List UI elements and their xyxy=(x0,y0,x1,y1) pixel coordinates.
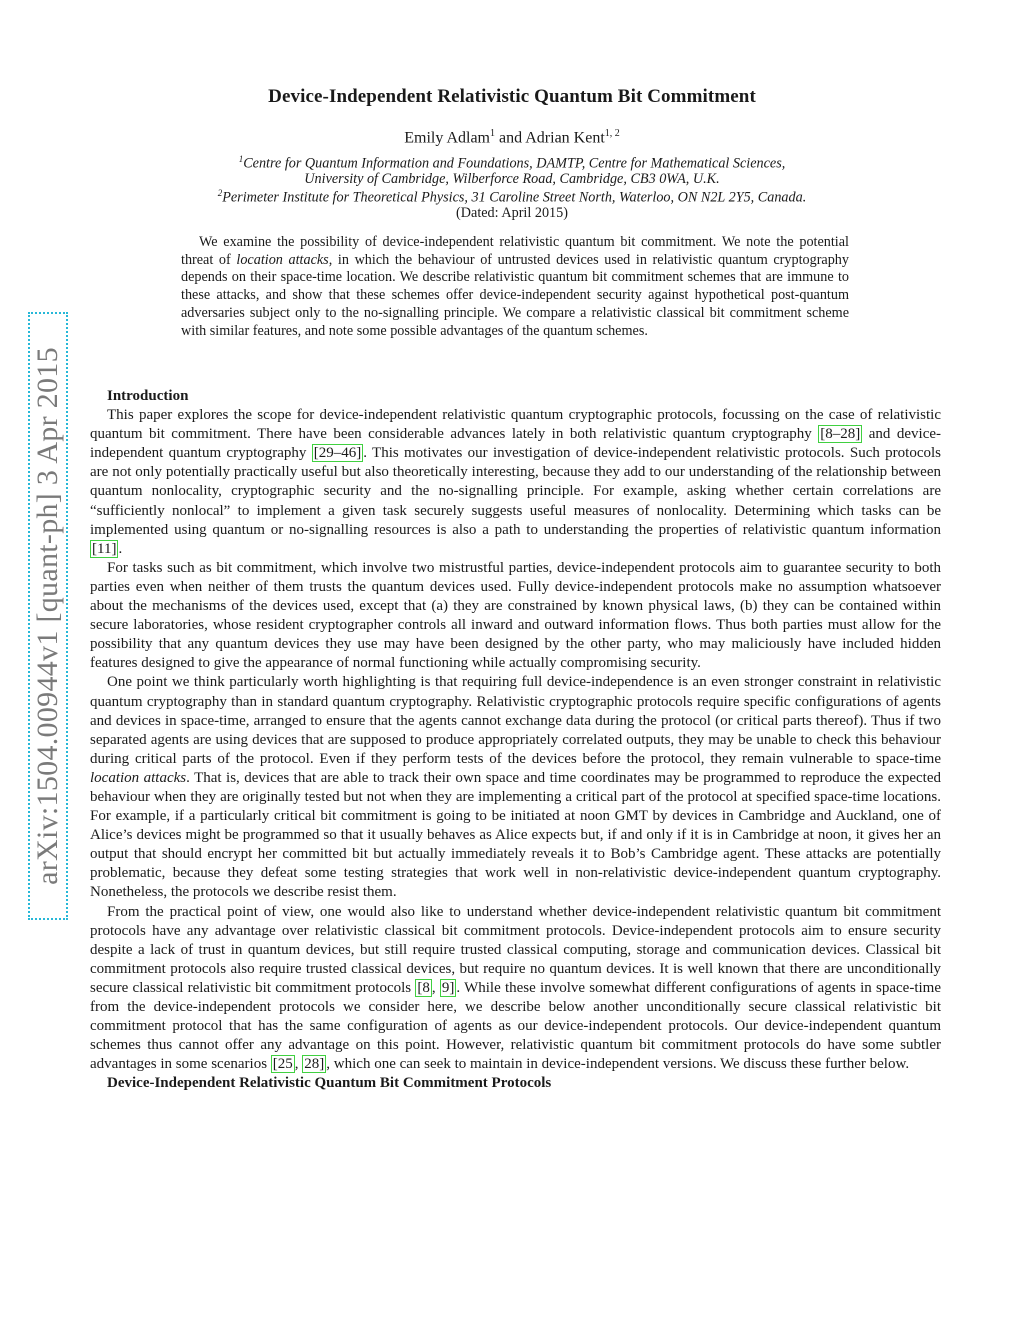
author-conjunction: and xyxy=(499,129,523,147)
date-line: (Dated: April 2015) xyxy=(456,205,568,221)
paragraph-text: . That is, devices that are able to track their own space and time coordinates may be programmed to reproduce the expected behaviour when they are originally tested but not when they are implementing a critical part of the protocol at specified space-time locations. For example, if a particularly critical bit commitment is going to be initiated at noon GMT by devices in Cambridge and Auckland, one of Alice’s devices might be programmed so that it usually behaves as Alice expects but, if and only if it is in Cambridge at noon, it gives her an output that should encrypt her committed bit but actually immediately reveals it to Bob’s Cambridge agent. These attacks are potentially problematic, because they defeat some testing strategies that work well in non-relativistic device-independent quantum cryptography. Nonetheless, the protocols we describe resist them. xyxy=(90,769,941,901)
section-heading-protocols: Device-Independent Relativistic Quantum Bit Commitment Protocols xyxy=(107,1075,552,1092)
author-name: Emily Adlam xyxy=(404,129,490,147)
paragraph-text: This paper explores the scope for device-independent relativistic quantum cryptographic protocols, focussing on the case of relativistic quantum bit commitment. There have been considerable advances lately in both relativistic quantum cryptography xyxy=(90,407,941,443)
affiliation-1 xyxy=(0,154,1024,173)
citation-link[interactable]: 28] xyxy=(304,1056,325,1073)
author-line xyxy=(0,128,1024,147)
citation-link[interactable]: [8–28] xyxy=(820,426,861,443)
paragraph xyxy=(90,673,941,902)
paper-title: Device-Independent Relativistic Quantum Bit Commitment xyxy=(268,86,756,107)
arxiv-identifier: arXiv:1504.00944v1 [quant-ph] 3 Apr 2015 xyxy=(31,347,64,885)
affiliation-2 xyxy=(0,188,1024,207)
abstract-text: We examine the possibility of device-independent relativistic quantum bit commitment. We note the potential threat of xyxy=(181,234,849,268)
paragraph-text: . This motivates our investigation of device-independent relativistic protocols. Such protocols are not only potentially practically useful but also theoretically interesting, because they add to our understanding of the relationship between quantum nonlocality, cryptographic security and the no-signalling principle. For example, asking whether certain correlations are “sufficiently nonlocal” to implement a given task securely suggests useful measures of nonlocality. Determining which tasks can be implemented using quantum or no-signalling resources is also a path to understanding the properties of relativistic quantum information xyxy=(90,445,941,538)
affiliation-1-cont xyxy=(0,171,1024,188)
affiliation-marker: 1 xyxy=(238,154,244,164)
affiliation-text: University of Cambridge, Wilberforce Road, Cambridge, CB3 0WA, U.K. xyxy=(304,171,720,187)
author-name: Adrian Kent xyxy=(525,129,605,147)
affiliation-text: Centre for Quantum Information and Foundations, DAMTP, Centre for Mathematical Sciences, xyxy=(243,155,786,172)
affiliation-marker: 1 xyxy=(490,128,495,139)
citation-link[interactable]: [25 xyxy=(272,1056,293,1073)
abstract-text: , in which the behaviour of untrusted devices used in relativistic quantum cryptography depends on their space-time location. We describe relativistic quantum bit commitment schemes that are immune to these attacks, and show that these schemes offer device-independent security against hypothetical post-quantum adversaries subject only to the no-signalling principle. We compare a relativistic classical bit commitment scheme with similar features, and note some possible advantages of the quantum schemes. xyxy=(181,251,849,339)
paragraph-text: and device-independent quantum cryptography xyxy=(90,426,941,462)
citation-link[interactable]: 9] xyxy=(441,979,455,996)
citation-link[interactable]: [11] xyxy=(92,540,117,557)
affiliation-marker: 2 xyxy=(217,188,223,198)
paragraph xyxy=(90,903,941,1075)
paragraph-text: , which one can seek to maintain in device-independent versions. We discuss these further below. xyxy=(326,1056,910,1073)
paragraph-text: . While these involve somewhat different configurations of agents in space-time from the device-independent protocols we consider here, we describe below another unconditionally secure classical relativistic bit commitment protocol that has the same configuration of agents as our device-independent protocols. Our device-independent quantum schemes thus cannot offer any advantage on this point. However, relativistic quantum bit commitment protocols do have some subtler advantages in some scenarios xyxy=(90,979,941,1073)
emphasis-text: location attacks xyxy=(90,769,187,786)
abstract-emphasis: location attacks xyxy=(236,251,329,268)
section-heading-introduction: Introduction xyxy=(107,388,189,404)
citation-link[interactable]: [29–46] xyxy=(313,445,362,462)
affiliation-marker: 1, 2 xyxy=(604,128,620,139)
paragraph-text: One point we think particularly worth highlighting is that requiring full device-independence is an even stronger constraint in relativistic quantum cryptography than in standard quantum cryptography. Relativistic cryptographic protocols require specific configurations of agents and devices in space-time, arranged to ensure that the agents cannot exchange data during the protocol (or critical parts thereof). Thus if two separated agents are using devices that are supposed to produce appropriately correlated outputs, they may be unable to check this behaviour during critical parts of the protocol. Even if they perform tests of the devices before the protocol, they remain vulnerable to space-time xyxy=(90,674,941,767)
citation-link[interactable]: [8 xyxy=(417,979,430,996)
body-text xyxy=(90,387,941,1093)
paragraph: For tasks such as bit commitment, which involve two mistrustful parties, device-independent protocols aim to guarantee security to both parties even when neither of them trusts the quantum devices used. Fully device-independent protocols make no assumption whatsoever about the mechanisms of the devices used, except that (a) they are constrained by known physical laws, (b) they can be contained within secure laboratories, whose resident cryptographer controls all inward and outward information flows. Thus both parties must allow for the possibility that any quantum devices they use may have been designed by the other party, who may maliciously have included hidden features designed to give the appearance of normal functioning while actually compromising security. xyxy=(90,559,941,672)
affiliation-text: Perimeter Institute for Theoretical Physics, 31 Caroline Street North, Waterloo, ON N2L 2Y5, Canada. xyxy=(222,189,807,206)
citation-separator: , xyxy=(294,1056,303,1073)
arxiv-sidebar-stamp xyxy=(28,312,68,920)
abstract xyxy=(181,234,849,340)
citation-separator: , xyxy=(431,979,440,996)
paragraph-text: . xyxy=(118,540,123,557)
paragraph xyxy=(90,406,941,559)
paragraph-text: From the practical point of view, one would also like to understand whether device-independent relativistic quantum bit commitment protocols have any advantage over relativistic classical bit commitment protocols. Device-independent protocols aim to ensure security despite a lack of trust in quantum devices, but still require trusted classical computing, storage and communication devices. Classical bit commitment protocols also require trusted classical devices, but require no quantum devices. It is well known that there are unconditionally secure classical relativistic bit commitment protocols xyxy=(90,903,941,996)
